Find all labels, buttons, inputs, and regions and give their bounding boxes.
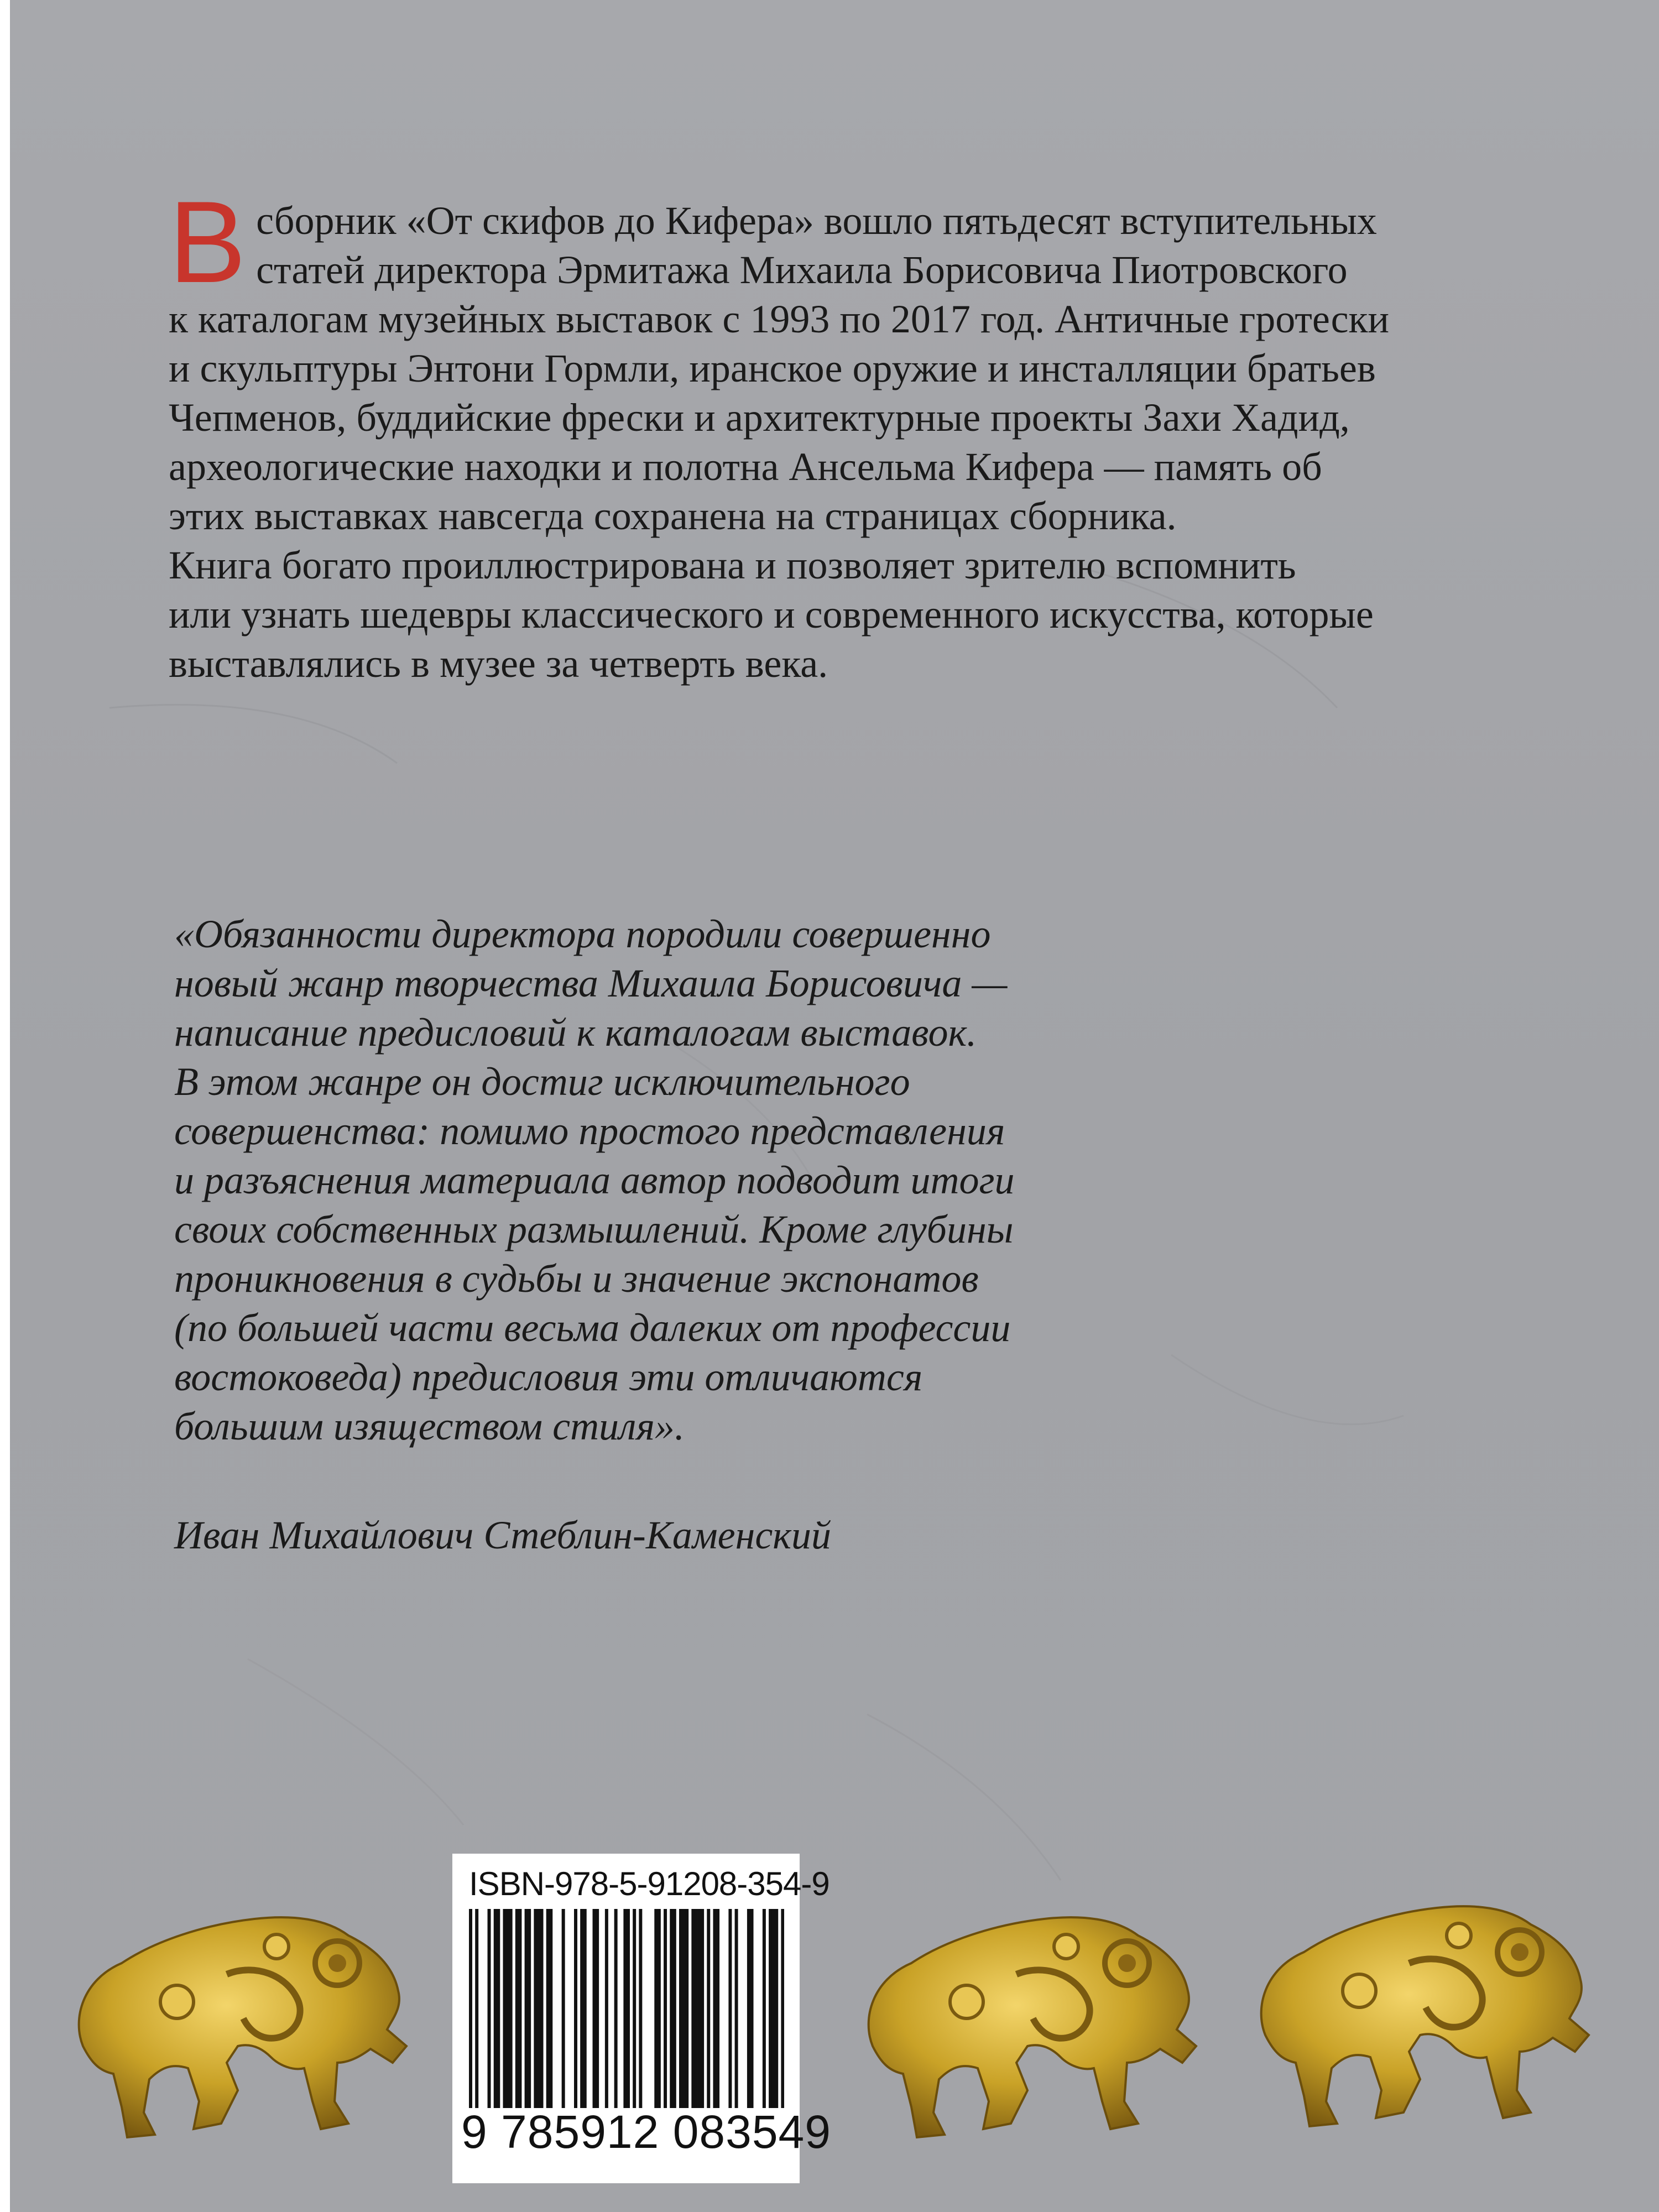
barcode-bar <box>509 1909 513 2108</box>
quote-line: «Обязанности директора породили совершенно <box>174 912 991 956</box>
intro-line: Книга богато проиллюстрирована и позволяет зрителю вспомнить <box>169 543 1296 587</box>
barcode-bar <box>747 1909 750 2108</box>
barcode-bar <box>695 1909 698 2108</box>
barcode-bar <box>685 1909 688 2108</box>
intro-line: и скульптуры Энтони Гормли, иранское оружие и инсталляции братьев <box>169 346 1376 390</box>
quote-line: проникновения в судьбы и значение экспонатов <box>174 1256 979 1301</box>
barcode-bar <box>534 1909 537 2108</box>
quote-line: своих собственных размышлений. Кроме глубины <box>174 1207 1014 1251</box>
barcode-bar <box>546 1909 550 2108</box>
quote-line: написание предисловий к каталогам выставок. <box>174 1010 977 1055</box>
quote-line: В этом жанре он достиг исключительного <box>174 1060 910 1104</box>
quote-block <box>174 910 1225 1451</box>
barcode-bar <box>540 1909 544 2108</box>
barcode-bar <box>698 1909 701 2108</box>
gold-boar-plaque-icon <box>61 1880 415 2146</box>
barcode-bar <box>503 1909 506 2108</box>
intro-line: сборник «От скифов до Кифера» вошло пятьдесят вступительных <box>256 199 1377 243</box>
barcode-bar <box>506 1909 509 2108</box>
barcode-bar <box>707 1909 710 2108</box>
barcode-bar <box>781 1909 784 2108</box>
intro-line: статей директора Эрмитажа Михаила Борисовича Пиотровского <box>256 248 1348 292</box>
quote-line: востоковеда) предисловия эти отличаются <box>174 1355 923 1399</box>
barcode-bar <box>518 1909 521 2108</box>
barcode-bar <box>713 1909 716 2108</box>
barcode-bar <box>580 1909 583 2108</box>
barcode-bar <box>664 1909 667 2108</box>
quote-line: совершенства: помимо простого представления <box>174 1109 1005 1153</box>
barcode-bar <box>627 1909 630 2108</box>
barcode-bar <box>691 1909 695 2108</box>
barcode-bar <box>750 1909 754 2108</box>
barcode-bar <box>633 1909 636 2108</box>
barcode-bar <box>593 1909 596 2108</box>
isbn-label: ISBN-978-5-91208-354-9 <box>469 1865 830 1902</box>
barcode-bar <box>605 1909 608 2108</box>
barcode-bar <box>574 1909 577 2108</box>
barcode-bar <box>775 1909 778 2108</box>
isbn-barcode <box>452 1854 831 2183</box>
intro-line: этих выставках навсегда сохранена на страницах сборника. <box>169 494 1177 538</box>
barcode-bars <box>469 1909 784 2108</box>
intro-paragraph <box>169 177 1496 688</box>
drop-cap-letter: В <box>169 177 247 307</box>
intro-line: к каталогам музейных выставок с 1993 по 2017 год. Античные гротески <box>169 297 1390 341</box>
barcode-bar <box>488 1909 491 2108</box>
intro-line: выставлялись в музее за четверть века. <box>169 641 828 686</box>
barcode-bar <box>716 1909 719 2108</box>
barcode-bar <box>623 1909 627 2108</box>
barcode-bar <box>549 1909 552 2108</box>
ean-digits: 9 785912 083549 <box>461 2106 831 2158</box>
barcode-bar <box>769 1909 772 2108</box>
barcode-bar <box>475 1909 478 2108</box>
barcode-bar <box>654 1909 658 2108</box>
barcode-bar <box>494 1909 497 2108</box>
quote-line: (по большей части весьма далеких от профессии <box>174 1306 1011 1350</box>
barcode-bar <box>658 1909 661 2108</box>
barcode-bar <box>515 1909 519 2108</box>
barcode-bar <box>673 1909 676 2108</box>
barcode-bar <box>763 1909 766 2108</box>
barcode-bar <box>772 1909 775 2108</box>
barcode-bar <box>679 1909 682 2108</box>
barcode-bar <box>728 1909 732 2108</box>
barcode-bar <box>537 1909 540 2108</box>
barcode-bar <box>639 1909 642 2108</box>
gold-boar-plaque-icon <box>1243 1864 1597 2140</box>
barcode-bar <box>735 1909 738 2108</box>
intro-line: или узнать шедевры классического и современного искусства, которые <box>169 592 1374 637</box>
quote-line: новый жанр творчества Михаила Борисовича — <box>174 961 1008 1005</box>
barcode-bar <box>525 1909 528 2108</box>
back-cover <box>10 0 1659 2212</box>
barcode-bar <box>682 1909 686 2108</box>
gold-boar-plaque-icon <box>851 1880 1204 2146</box>
quote-line: и разъяснения материала автор подводит итоги <box>174 1158 1015 1202</box>
barcode-bar <box>497 1909 500 2108</box>
quote-attribution: Иван Михайлович Стеблин-Каменский <box>174 1513 831 1557</box>
barcode-bar <box>701 1909 704 2108</box>
quote-line: большим изяществом стиля». <box>174 1404 685 1448</box>
barcode-bar <box>596 1909 599 2108</box>
barcode-bar <box>670 1909 673 2108</box>
barcode-bar <box>469 1909 472 2108</box>
barcode-bar <box>614 1909 618 2108</box>
barcode-bar <box>528 1909 531 2108</box>
barcode-bar <box>583 1909 587 2108</box>
intro-line: археологические находки и полотна Ансельма Кифера — память об <box>169 445 1322 489</box>
intro-line: Чепменов, буддийские фрески и архитектурные проекты Захи Хадид, <box>169 395 1350 440</box>
barcode-bar <box>562 1909 565 2108</box>
